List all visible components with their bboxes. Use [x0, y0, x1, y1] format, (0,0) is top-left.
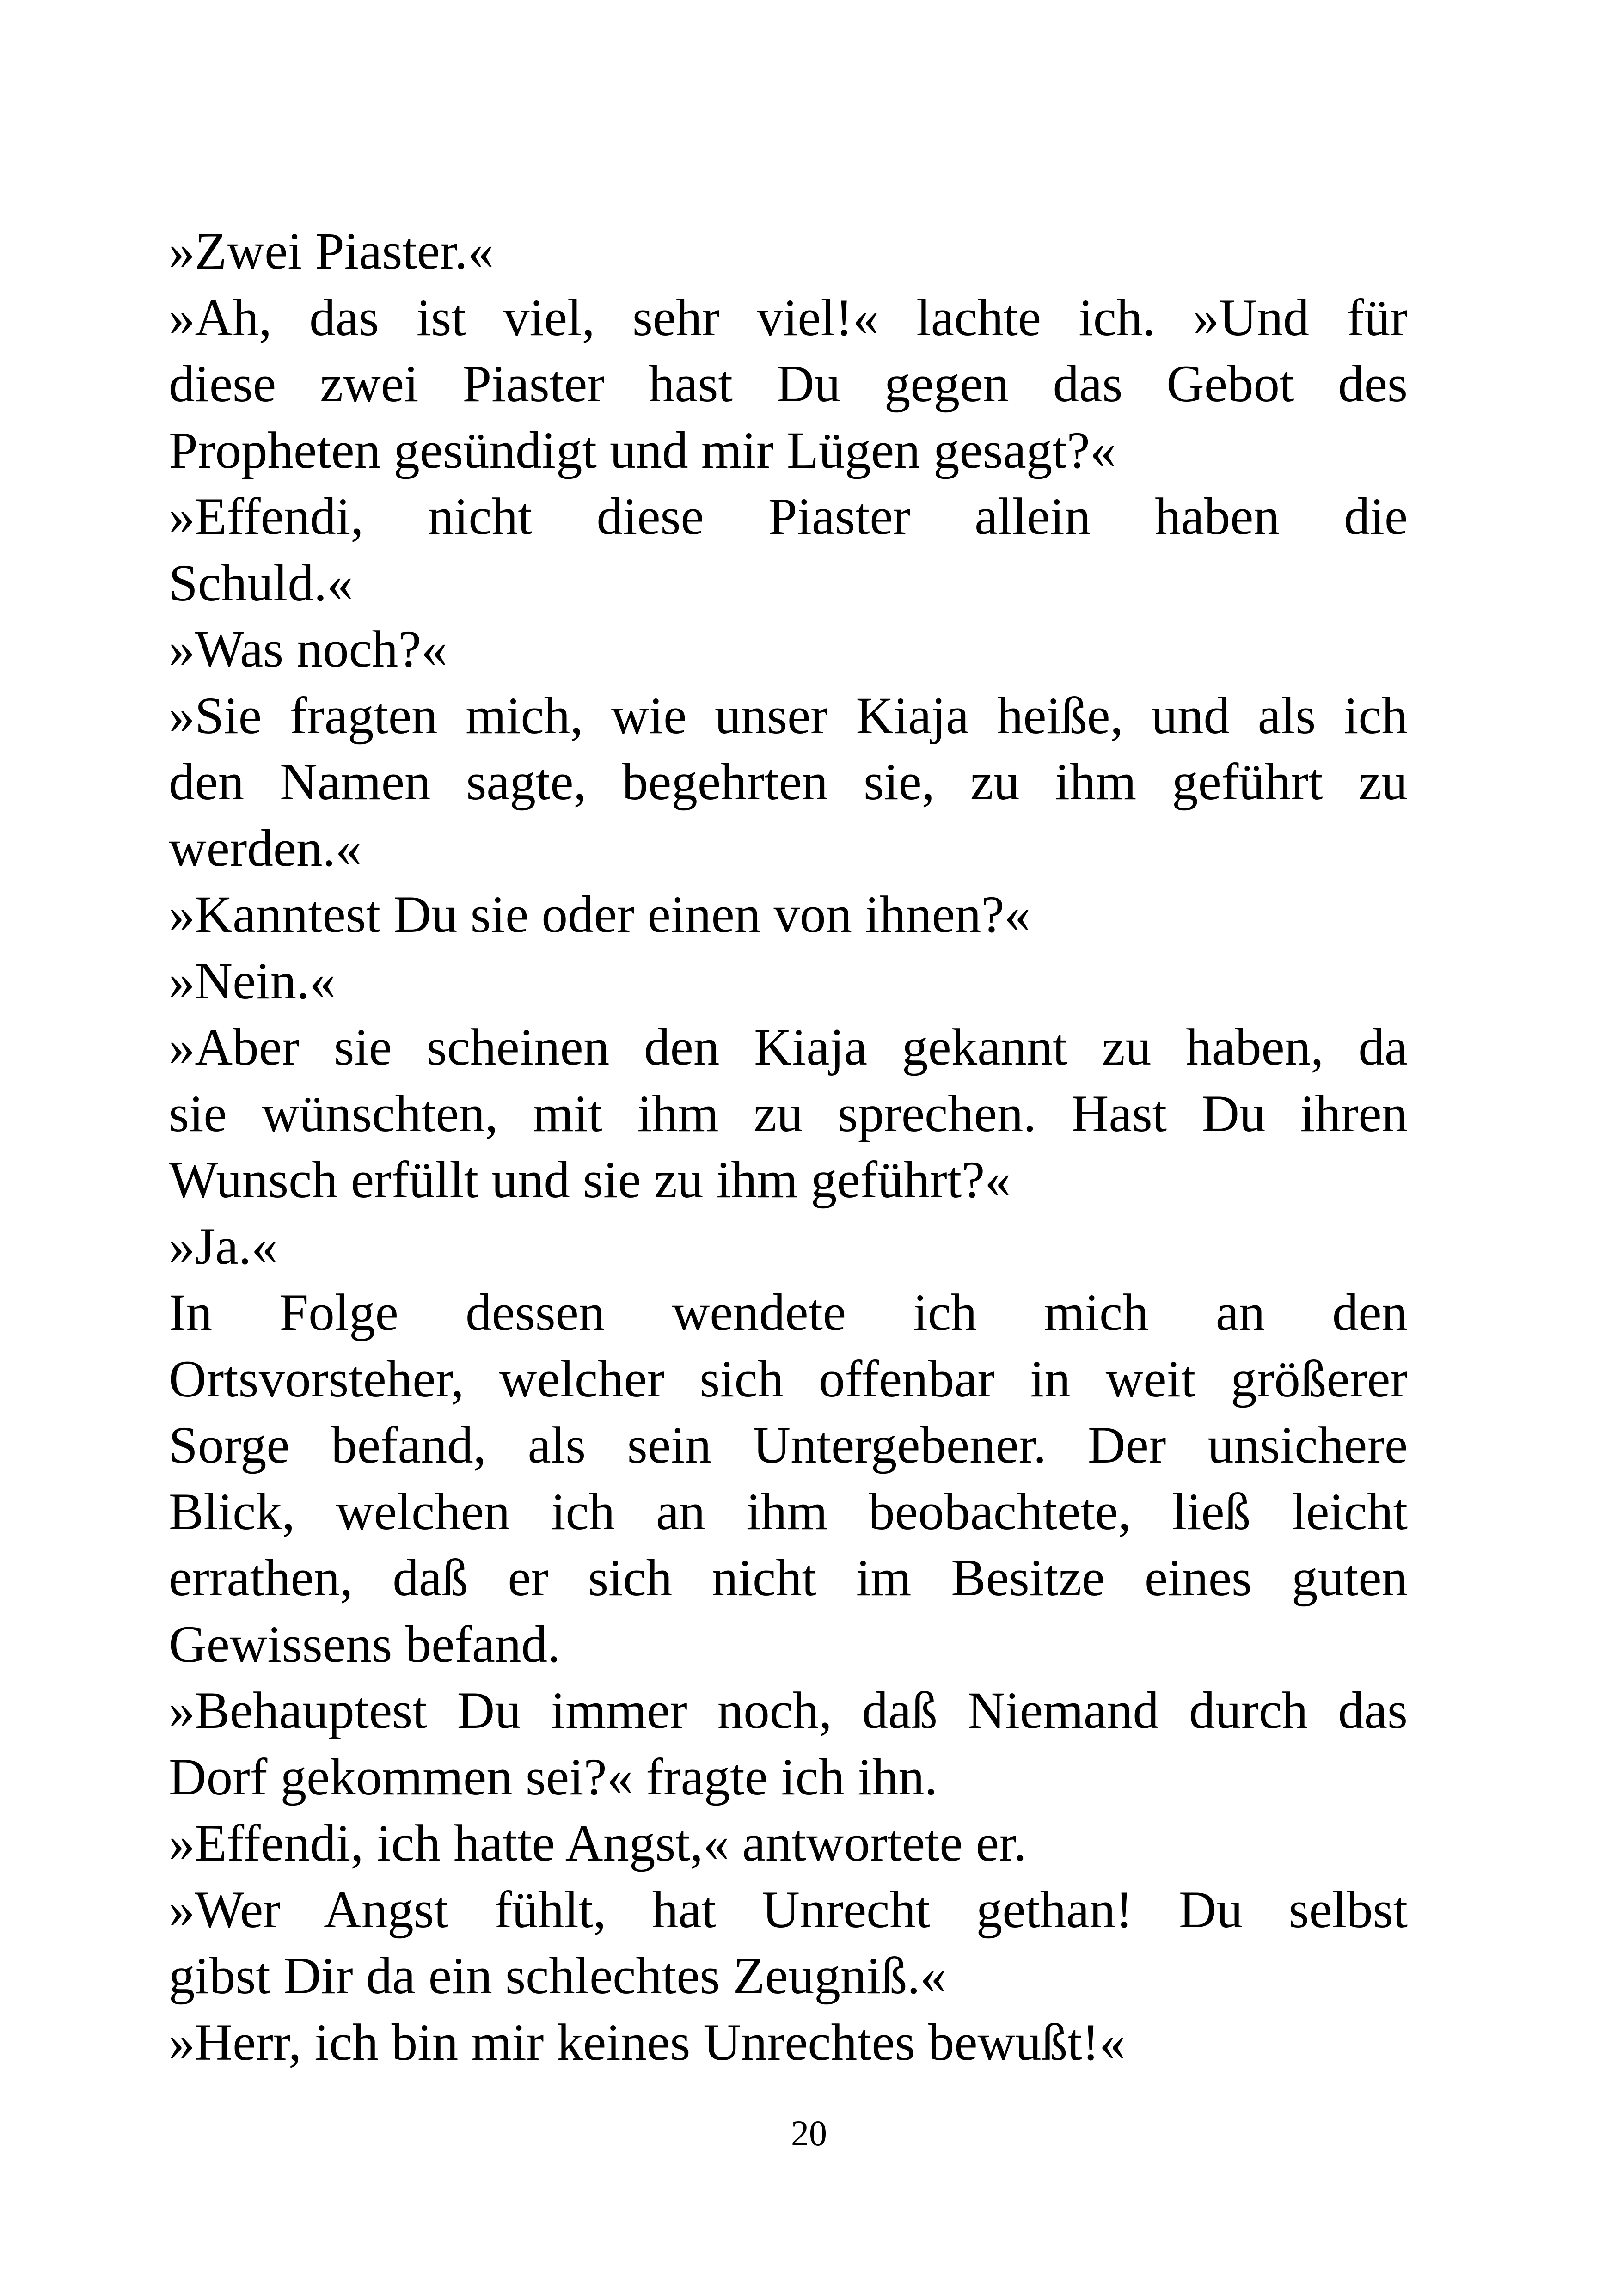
text-line: In Folge dessen wendete ich mich an den [169, 1284, 1408, 1341]
text-line: diese zwei Piaster hast Du gegen das Gebot des [169, 355, 1408, 413]
text-line: »Behauptest Du immer noch, daß Niemand durch das [169, 1682, 1408, 1739]
text-line: »Nein.« [169, 952, 336, 1010]
text-line: Dorf gekommen sei?« fragte ich ihn. [169, 1748, 938, 1806]
text-line: sie wünschten, mit ihm zu sprechen. Hast Du ihren [169, 1084, 1408, 1143]
text-line: Propheten gesündigt und mir Lügen gesagt?« [169, 421, 1116, 479]
text-line: gibst Dir da ein schlechtes Zeugniß.« [169, 1947, 947, 2005]
text-line: Ortsvorsteher, welcher sich offenbar in weit größerer [169, 1350, 1408, 1408]
text-line: »Zwei Piaster.« [169, 222, 494, 280]
text-line: »Aber sie scheinen den Kiaja gekannt zu haben, da [169, 1018, 1408, 1076]
text-line: Blick, welchen ich an ihm beobachtete, ließ leicht [169, 1482, 1408, 1541]
text-line: »Wer Angst fühlt, hat Unrecht gethan! Du selbst [169, 1880, 1408, 1939]
page-number: 20 [791, 2113, 827, 2153]
text-line: »Effendi, nicht diese Piaster allein haben die [169, 488, 1408, 545]
text-line: Wunsch erfüllt und sie zu ihm geführt?« [169, 1151, 1011, 1209]
text-line: »Sie fragten mich, wie unser Kiaja heiße, und als ich [169, 686, 1408, 745]
text-line: »Herr, ich bin mir keines Unrechtes bewußt!« [169, 2013, 1126, 2071]
body-text [169, 218, 1408, 2076]
text-line: »Kanntest Du sie oder einen von ihnen?« [169, 886, 1031, 943]
text-line: »Ah, das ist viel, sehr viel!« lachte ich. »Und für [169, 288, 1408, 347]
text-line: werden.« [169, 819, 362, 877]
text-line: »Was noch?« [169, 620, 447, 678]
text-line: den Namen sagte, begehrten sie, zu ihm geführt zu [169, 753, 1408, 811]
text-line: »Effendi, ich hatte Angst,« antwortete er. [169, 1814, 1027, 1872]
text-line: »Ja.« [169, 1217, 278, 1275]
text-line: errathen, daß er sich nicht im Besitze eines guten [169, 1549, 1408, 1607]
text-line: Schuld.« [169, 554, 353, 612]
text-line: Gewissens befand. [169, 1615, 561, 1673]
text-line: Sorge befand, als sein Untergebener. Der unsichere [169, 1416, 1408, 1474]
